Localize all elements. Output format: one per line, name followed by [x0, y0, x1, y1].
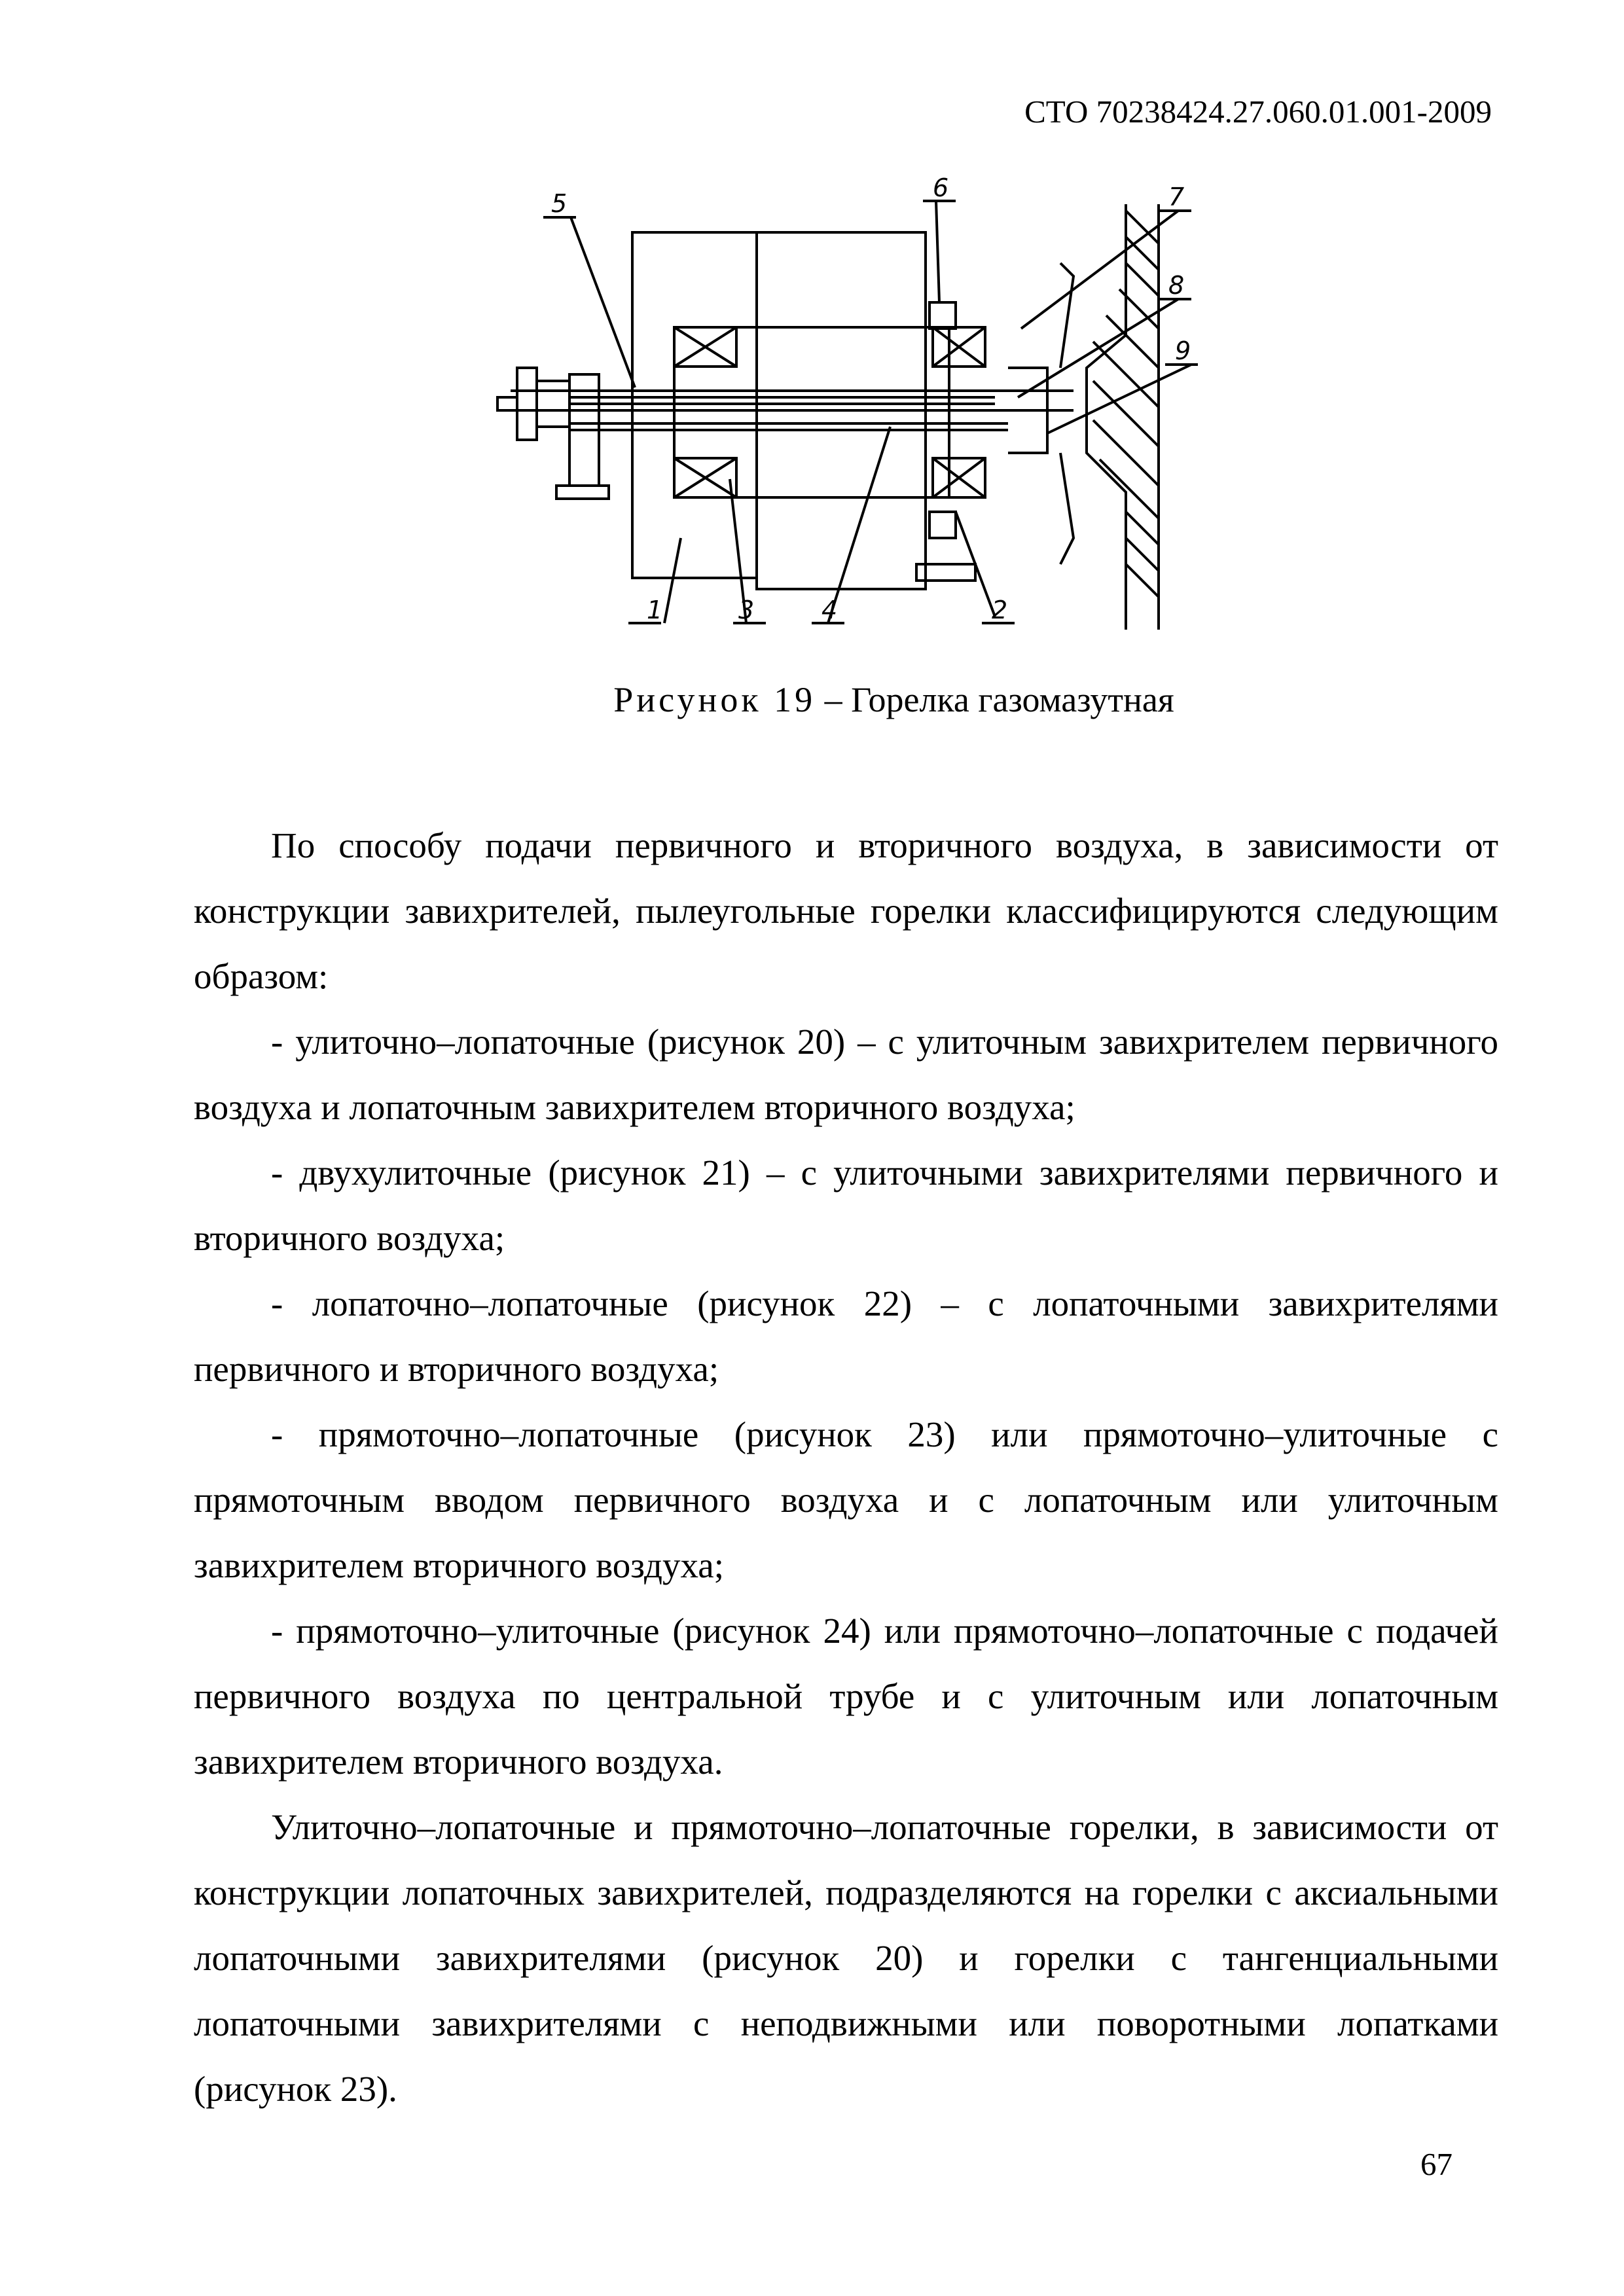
callout-5: 5: [551, 189, 568, 218]
callout-9: 9: [1175, 336, 1191, 365]
callout-6: 6: [933, 173, 949, 202]
burner-diagram-svg: [471, 171, 1204, 649]
callout-7: 7: [1168, 183, 1185, 211]
paragraph-conclusion: Улиточно–лопаточные и прямоточно–лопаточные горелки, в зависимости от конструкции лопаточных завихрителей, подразделяются на горелки с аксиальными лопаточными завихрителями (рисунок 20) и горелки с тангенциальными лопаточными завихрителями с неподвижными или поворотными лопатками (рисунок 23).: [194, 1807, 1498, 2109]
figure-caption-label: Рисунок 19: [613, 680, 816, 719]
list-item: - улиточно–лопаточные (рисунок 20) – с улиточным завихрителем первичного воздуха и лопаточным завихрителем вторичного воздуха;: [194, 1022, 1498, 1127]
figure-caption-text: – Горелка газомазутная: [816, 680, 1174, 719]
list-item: - прямоточно–лопаточные (рисунок 23) или прямоточно–улиточные с прямоточным вводом первичного воздуха и с лопаточным или улиточным завихрителем вторичного воздуха;: [194, 1414, 1498, 1585]
callout-3: 3: [738, 596, 755, 624]
list-item: - прямоточно–улиточные (рисунок 24) или прямоточно–лопаточные с подачей первичного воздуха по центральной трубе и с улиточным или лопаточным завихрителем вторичного воздуха.: [194, 1611, 1498, 1782]
burner-drawing: [471, 171, 1204, 649]
callout-2: 2: [992, 596, 1008, 624]
list-item: - двухулиточные (рисунок 21) – с улиточными завихрителями первичного и вторичного воздуха;: [194, 1153, 1498, 1258]
document-code-header: СТО 70238424.27.060.01.001-2009: [1024, 94, 1492, 130]
paragraph-intro: По способу подачи первичного и вторичного воздуха, в зависимости от конструкции завихрителей, пылеугольные горелки классифицируются следующим образом:: [194, 825, 1498, 996]
body-text: [194, 813, 1498, 2122]
callout-8: 8: [1168, 271, 1185, 300]
callout-4: 4: [821, 596, 838, 624]
page-number: 67: [1420, 2146, 1453, 2182]
list-item: - лопаточно–лопаточные (рисунок 22) – с лопаточными завихрителями первичного и вторичного воздуха;: [194, 1283, 1498, 1389]
figure-caption: [0, 679, 1624, 720]
callout-1: 1: [647, 596, 663, 624]
